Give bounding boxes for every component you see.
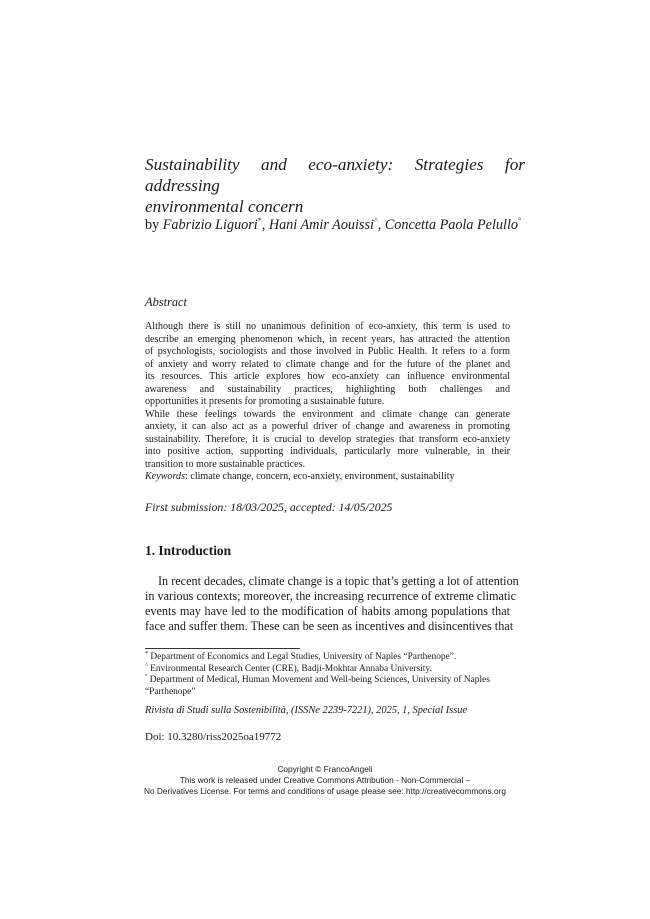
author-separator: , [261, 217, 269, 233]
author-mark: ° [518, 216, 522, 225]
abstract-line: of psychologists, sociologists and those involved in Public Health. It refers to a form [145, 346, 510, 357]
footnote [145, 687, 510, 699]
author-line [145, 216, 521, 234]
author-mark: ^ [373, 216, 378, 225]
title-line-1: Sustainability and eco-anxiety: Strategies for addressing [145, 155, 525, 195]
author-name: Fabrizio Liguori [162, 217, 258, 233]
footnote-text: Department of Medical, Human Movement and Well-being Sciences, University of Naples [147, 675, 490, 686]
title-line-2: environmental concern [145, 197, 304, 216]
intro-line: in various contexts; moreover, the increasing recurrence of extreme climatic [145, 589, 517, 604]
footnote-mark: * [145, 651, 148, 657]
footnote-text: “Parthenope” [145, 686, 196, 697]
footnote-text: Environmental Research Center (CRE), Badji-Mokhtar Annaba University. [147, 663, 432, 674]
author-name: Hani Amir Aouissi [268, 217, 374, 233]
copyright-line: Copyright © FrancoAngeli [277, 764, 373, 774]
abstract-line: opportunities it presents for promoting a sustainable future. [145, 396, 385, 407]
abstract-line: into positive action, supporting individuals, particularly more vulnerable, in their [145, 446, 510, 457]
abstract-line: describe an emerging phenomenon which, in recent years, has attracted the attention [145, 333, 510, 345]
footnote-mark: ^ [145, 662, 148, 669]
introduction-body [145, 574, 519, 634]
footnotes [145, 652, 510, 698]
section-heading: 1. Introduction [145, 543, 232, 558]
author-separator: , [377, 217, 385, 233]
abstract-line: transition to more sustainable practices. [145, 458, 306, 470]
footnote-mark: ° [145, 674, 148, 681]
keywords-label: Keywords [145, 471, 186, 482]
journal-reference: Rivista di Studi sulla Sostenibilità, (ISSNe 2239-7221), 2025, 1, Special Issue [145, 705, 468, 716]
intro-line: events may have led to the modification of habits among populations that [145, 604, 510, 619]
footnote-text: Department of Economics and Legal Studies, University of Naples “Parthenope”. [148, 652, 457, 662]
keywords-line [145, 471, 510, 484]
abstract-line: anxiety, it can also act as a powerful driver of change and awareness in promoting [145, 421, 510, 432]
copyright-notice [0, 764, 650, 797]
footnote [145, 675, 510, 687]
license-line: No Derivatives License. For terms and conditions of usage please see: http://creativecommons.org [143, 786, 506, 796]
abstract-line: its resources. This article explores how eco-anxiety can influence environmental [145, 371, 510, 382]
abstract-line: While these feelings towards the environment and climate change can generate [145, 408, 510, 420]
footnote-divider [145, 648, 300, 649]
abstract-line: Although there is still no unanimous definition of eco-anxiety, this term is used to [145, 321, 510, 332]
keywords-text: : climate change, concern, eco-anxiety, environment, sustainability [185, 471, 455, 482]
abstract-line: awareness and sustainability practices, highlighting both challenges and [145, 383, 510, 395]
article-title [145, 154, 525, 217]
abstract-line: of anxiety and worry related to climate change and for the future of the planet and [145, 358, 510, 370]
license-line: This work is released under Creative Commons Attribution - Non-Commercial – [179, 775, 471, 785]
doi: Doi: 10.3280/riss2025oa19772 [145, 731, 282, 743]
author-name: Concetta Paola Pelullo [384, 217, 518, 233]
abstract-heading: Abstract [145, 295, 187, 309]
abstract-line: sustainability. Therefore, it is crucial to develop strategies that transform eco-anxiety [145, 433, 510, 445]
author-mark: * [257, 216, 262, 225]
footnote [145, 652, 510, 664]
intro-line: face and suffer them. These can be seen as incentives and disincentives that [145, 619, 514, 634]
author-prefix: by [145, 217, 160, 233]
submission-dates: First submission: 18/03/2025, accepted: 14/05/2025 [145, 500, 393, 514]
footnote [145, 664, 510, 676]
abstract-body [145, 321, 510, 484]
intro-line: In recent decades, climate change is a topic that’s getting a lot of attention [158, 574, 519, 588]
